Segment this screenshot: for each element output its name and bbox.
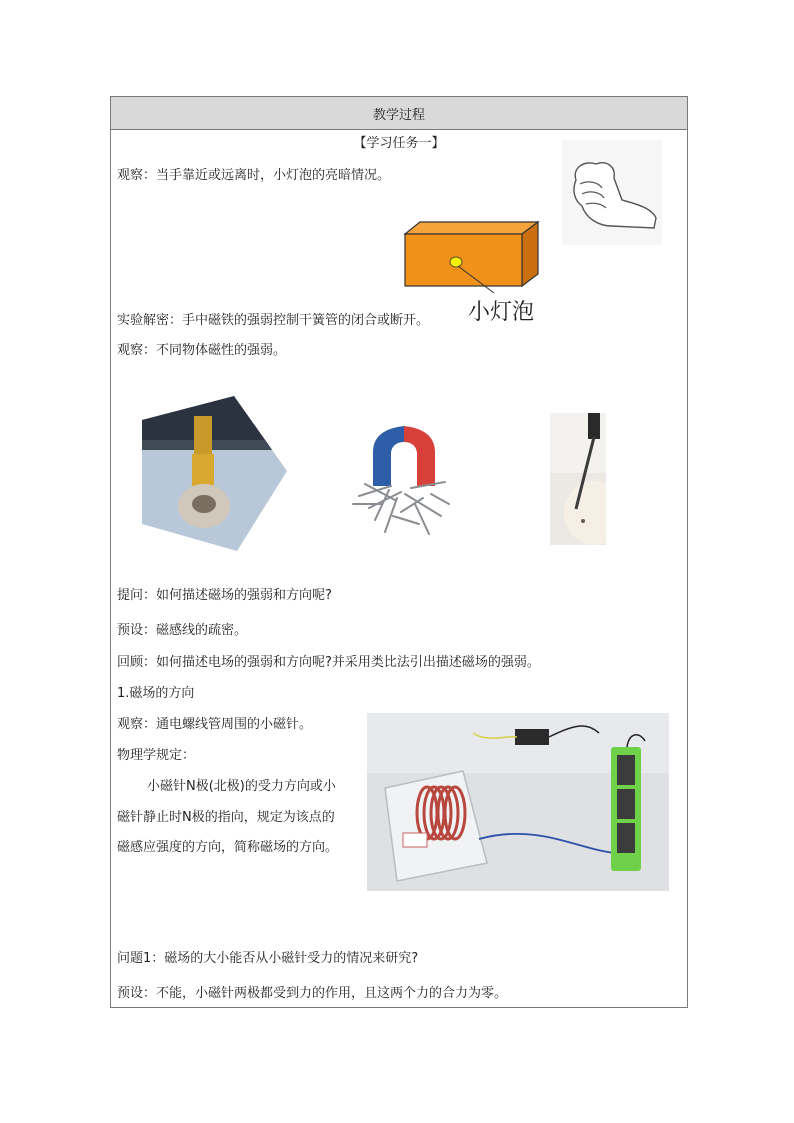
observe-lamp-text: 观察：当手靠近或远离时，小灯泡的亮暗情况。 (117, 168, 391, 183)
lamp-label: 小灯泡 (468, 300, 535, 325)
table-header (111, 97, 687, 130)
lamp-icon (450, 257, 462, 267)
review-text: 回顾：如何描述电场的强弱和方向呢?并采用类比法引出描述磁场的强弱。 (117, 655, 540, 670)
problem1-text: 问题1：磁场的大小能否从小磁针受力的情况来研究? (117, 951, 419, 966)
reed-switch-box (400, 218, 545, 293)
observe-magnetism-text: 观察：不同物体磁性的强弱。 (117, 343, 287, 358)
horseshoe-magnet-photo (345, 404, 460, 544)
observe-solenoid-text: 观察：通电螺线管周围的小磁针。 (117, 717, 313, 732)
section-magnetic-direction: 1.磁场的方向 (117, 686, 195, 701)
preset2-text: 预设：不能，小磁针两极都受到力的作用，且这两个力的合力为零。 (117, 986, 508, 1001)
table-header-title: 教学过程 (372, 107, 425, 123)
preset1-text: 预设：磁感线的疏密。 (117, 623, 248, 638)
rule-body: 小磁针N极(北极)的受力方向或小磁针静止时N极的指向，规定为该点的磁感应强度的方向，简称磁场的方向。 (117, 779, 339, 855)
crane-magnet-photo (142, 396, 287, 551)
solenoid-experiment-photo (367, 713, 669, 891)
decode-text: 实验解密：手中磁铁的强弱控制干簧管的闭合或断开。 (117, 313, 430, 328)
hand-illustration (562, 140, 662, 245)
task-title: 【学习任务一】 (353, 136, 445, 151)
question-text: 提问：如何描述磁场的强弱和方向呢? (117, 588, 332, 603)
needle-photo (550, 413, 606, 545)
rule-title: 物理学规定： (117, 748, 196, 763)
